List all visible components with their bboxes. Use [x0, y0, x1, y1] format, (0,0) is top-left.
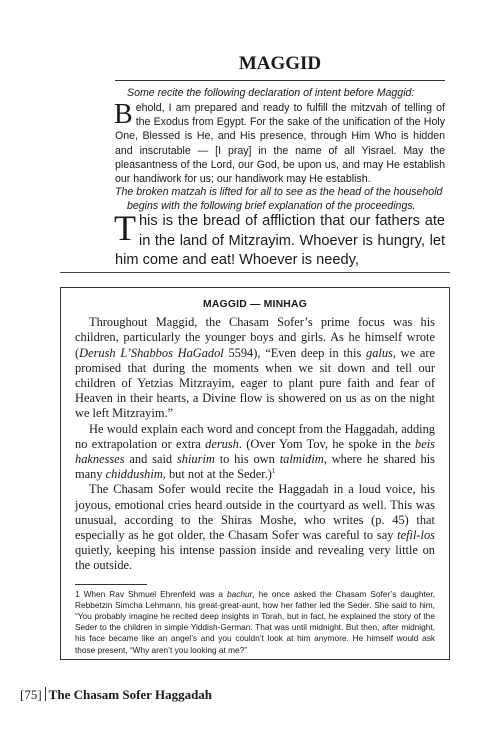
ha-lachma-text: his is the bread of affliction that our fathers ate in the land of Mitzrayim. Whoever is hungry, let him come and eat! Whoever is needy,	[115, 213, 445, 268]
term: galus	[366, 345, 393, 360]
footnote-rule	[75, 584, 147, 585]
page-number: [75]	[20, 687, 42, 702]
matzah-instruction-line1: The broken matzah is lifted for all to see as the head of the household	[115, 186, 443, 198]
text: , we are promised that during the moments when we sit down and tell our children of Yetzias Mitzrayim, eager to plant pure faith and fear of Heaven in their hearts, a Divine flow is showered on us as on the night we left Mitzrayim.”	[75, 345, 435, 421]
term: chiddushim	[105, 467, 163, 482]
title-rule	[115, 80, 445, 81]
intro-instruction: Some recite the following declaration of intent before Maggid:	[127, 87, 415, 99]
footer-divider	[45, 687, 46, 701]
text: , where he shared his many	[75, 452, 436, 482]
footnote	[75, 589, 435, 656]
declaration-paragraph	[115, 101, 445, 186]
matzah-instruction-line2: begins with the following brief explanation of the proceedings.	[127, 200, 416, 213]
text: to his own	[214, 452, 280, 467]
book-title: The Chasam Sofer Haggadah	[48, 687, 213, 702]
text: He would explain each word and concept from the Haggadah, adding no extrapolation or extra	[75, 421, 435, 451]
declaration-text: ehold, I am prepared and ready to fulfill the mitzvah of telling of the Exodus from Egypt. For the sake of the unification of the Holy One, Blessed is He, and His presence, through Him Who is hidden and inscrutable — [I pray] in the name of all Yisrael. May the pleasantness of the Lord, our God, be upon us, and may He establish our handiwork for us; our handiwork may He establish.	[115, 102, 445, 186]
text: 5594), “Even deep in this	[223, 345, 366, 360]
term: derush	[205, 436, 239, 451]
box-paragraph-1	[75, 315, 435, 421]
source-title: Derush L’Shabbos HaGadol	[79, 345, 224, 360]
drop-cap: T	[114, 208, 136, 248]
ha-lachma-paragraph	[114, 208, 445, 271]
text: Throughout Maggid, the Chasam Sofer’s prime focus was his children, particularly the younger boys and girls. As he himself wrote (	[75, 315, 435, 360]
footnote-marker: 1	[271, 467, 276, 476]
text: and said	[124, 452, 177, 467]
text: 1 When Rav Shmuel Ehrenfeld was a	[75, 588, 228, 599]
text: , he once asked the Chasam Sofer’s daughter, Rebbetzin Simcha Lehmann, his great-great-aunt, how her father led the Seder. She said to him, “You probably imagine he recited deep insights in Torah, but in fact, he explained the story of the Seder to the children in simple Yiddish-German. That was until midnight. But then, after midnight, his face became like an angel’s and you couldn’t look at him anymore. He himself would ask those present, “Why aren’t you looking at me?”	[75, 588, 436, 655]
drop-cap: B	[114, 99, 133, 130]
box-paragraph-2	[75, 422, 435, 483]
text: , but not at the Seder.)	[162, 467, 272, 482]
box-title: MAGGID — MINHAG	[202, 299, 307, 310]
page-title: MAGGID	[238, 53, 322, 74]
term: beis haknesses	[75, 436, 435, 467]
text: The Chasam Sofer would recite the Haggadah in a loud voice, his joyous, emotional cries heard outside in the courtyard as well. This was unusual, according to the Shiras Moshe, who writes (p. 45) that especially as he got older, the Chasam Sofer was careful to say	[75, 482, 435, 543]
term: talmidim	[279, 452, 324, 467]
text: . (Over Yom Tov, he spoke in the	[238, 436, 416, 451]
text: quietly, keeping his intense passion inside and revealing very little on the outside.	[75, 543, 435, 573]
term: tefil-los	[397, 528, 435, 543]
term: bachur	[227, 588, 253, 599]
box-paragraph-3	[75, 482, 435, 573]
page-footer	[20, 687, 212, 703]
matzah-instruction	[115, 185, 445, 213]
section-divider	[60, 272, 450, 273]
minhag-box	[60, 287, 450, 660]
term: shiurim	[176, 452, 215, 467]
